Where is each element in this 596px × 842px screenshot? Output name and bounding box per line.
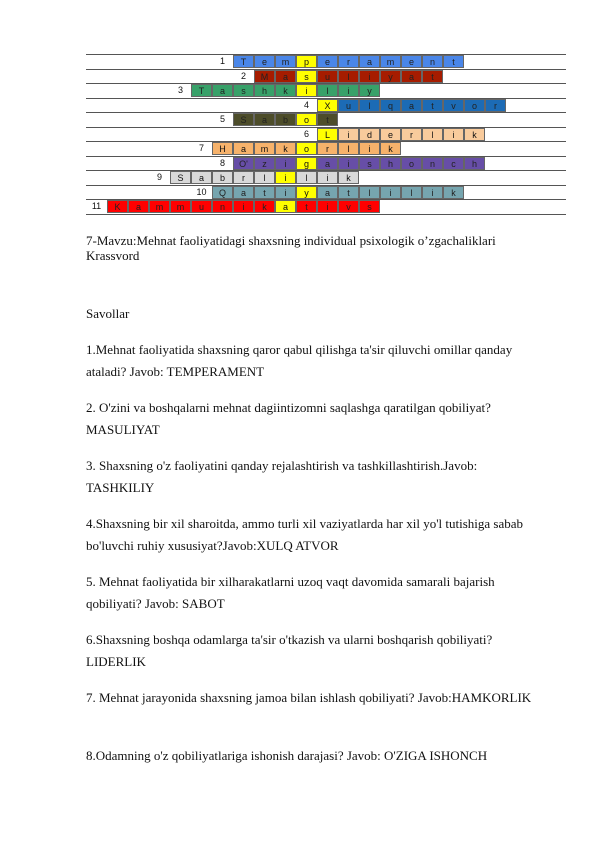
crossword-cell: k — [380, 142, 401, 155]
crossword-cell: e — [254, 55, 275, 68]
crossword-cell: z — [254, 157, 275, 170]
crossword-cell: s — [233, 84, 254, 97]
crossword-cell: k — [443, 186, 464, 199]
crossword-cell: o — [464, 99, 485, 112]
clue-number: 9 — [156, 172, 162, 182]
crossword-cell: d — [359, 128, 380, 141]
crossword-cell: i — [317, 200, 338, 213]
crossword-cell: a — [275, 70, 296, 83]
crossword-cell: s — [359, 200, 380, 213]
crossword-cell: v — [443, 99, 464, 112]
clue-number: 1 — [219, 56, 225, 66]
crossword-cell: l — [359, 186, 380, 199]
crossword-cell: b — [275, 113, 296, 126]
crossword-cell: k — [254, 200, 275, 213]
clue-number: 2 — [240, 70, 246, 81]
clue-number: 8 — [219, 157, 225, 168]
crossword-cell: a — [254, 113, 275, 126]
clue-number: 11 — [91, 201, 102, 211]
crossword-cell: a — [317, 157, 338, 170]
crossword-cell: T — [233, 55, 254, 68]
crossword-cell: t — [338, 186, 359, 199]
crossword-cell: l — [317, 84, 338, 97]
crossword-cell: t — [422, 99, 443, 112]
crossword-cell: i — [275, 171, 296, 184]
crossword-cell: s — [296, 70, 317, 83]
question-2: 2. O'zini va boshqalarni mehnat dagiintizomni saqlashga qaratilgan qobiliyat? MASULIYAT — [86, 400, 491, 437]
crossword-row — [86, 55, 566, 69]
crossword-cell: t — [254, 186, 275, 199]
clue-number: 4 — [303, 99, 309, 110]
crossword-row — [86, 171, 566, 185]
crossword-cell: y — [380, 70, 401, 83]
row-divider — [86, 214, 566, 215]
crossword-cell: t — [296, 200, 317, 213]
crossword-cell: r — [338, 55, 359, 68]
crossword-cell: l — [359, 99, 380, 112]
crossword-cell: i — [443, 128, 464, 141]
crossword-cell: t — [422, 70, 443, 83]
crossword-cell: e — [401, 55, 422, 68]
crossword-cell: i — [317, 171, 338, 184]
clue-number: 10 — [196, 186, 207, 197]
clue-number: 3 — [177, 85, 183, 95]
crossword-cell: m — [170, 200, 191, 213]
crossword-row — [86, 99, 566, 113]
crossword-cell: e — [380, 128, 401, 141]
question-5: 5. Mehnat faoliyatida bir xilharakatlarni uzoq vaqt davomida samarali bajarish qobiliyati? Javob: SABOT — [86, 574, 495, 611]
clue-number: 5 — [219, 114, 225, 124]
crossword-cell: T — [191, 84, 212, 97]
crossword-cell: h — [464, 157, 485, 170]
crossword-cell: a — [233, 186, 254, 199]
crossword-cell: l — [296, 171, 317, 184]
crossword-cell: S — [233, 113, 254, 126]
crossword-cell: t — [317, 113, 338, 126]
crossword-cell: L — [317, 128, 338, 141]
crossword-cell: k — [275, 142, 296, 155]
crossword-cell: i — [233, 200, 254, 213]
question-3: 3. Shaxsning o'z faoliyatini qanday rejalashtirish va tashkillashtirish.Javob: TASHKILIY — [86, 458, 478, 495]
crossword-cell: r — [233, 171, 254, 184]
question-6: 6.Shaxsning boshqa odamlarga ta'sir o'tkazish va ularni boshqarish qobiliyati? LIDERLIK — [86, 632, 493, 669]
crossword-cell: u — [338, 99, 359, 112]
crossword-cell: e — [317, 55, 338, 68]
crossword-row — [86, 186, 566, 200]
crossword-cell: i — [422, 186, 443, 199]
crossword-cell: l — [401, 186, 422, 199]
crossword-cell: n — [422, 157, 443, 170]
question-8: 8.Odamning o'z qobiliyatlariga ishonish darajasi? Javob: O'ZIGA ISHONCH — [86, 748, 488, 763]
question-7: 7. Mehnat jarayonida shaxsning jamoa bilan ishlash qobiliyati? Javob:HAMKORLIK — [86, 690, 532, 705]
crossword-cell: b — [212, 171, 233, 184]
crossword-cell: a — [233, 142, 254, 155]
crossword-cell: S — [170, 171, 191, 184]
crossword-cell: t — [443, 55, 464, 68]
crossword-cell: K — [107, 200, 128, 213]
crossword-cell: a — [317, 186, 338, 199]
crossword-cell: i — [338, 128, 359, 141]
crossword-cell: g — [296, 157, 317, 170]
crossword-cell: a — [212, 84, 233, 97]
crossword-cell: o — [296, 113, 317, 126]
crossword-cell: m — [275, 55, 296, 68]
crossword-cell: l — [338, 142, 359, 155]
crossword-cell: m — [380, 55, 401, 68]
crossword-cell: a — [128, 200, 149, 213]
crossword-cell: X — [317, 99, 338, 112]
crossword-cell: o — [401, 157, 422, 170]
question-1: 1.Mehnat faoliyatida shaxsning qaror qabul qilishga ta'sir qiluvchi omillar qanday ataladi? Javob: TEMPERAMENT — [86, 342, 513, 379]
crossword-cell: c — [443, 157, 464, 170]
crossword-cell: h — [254, 84, 275, 97]
crossword-cell: r — [317, 142, 338, 155]
crossword-cell: h — [380, 157, 401, 170]
crossword-cell: H — [212, 142, 233, 155]
crossword-cell: o — [296, 142, 317, 155]
crossword-cell: p — [296, 55, 317, 68]
crossword-cell: i — [275, 157, 296, 170]
crossword-cell: r — [401, 128, 422, 141]
crossword-cell: k — [275, 84, 296, 97]
crossword-cell: y — [359, 84, 380, 97]
crossword-row — [86, 128, 566, 142]
crossword-cell: m — [254, 142, 275, 155]
section-heading: Savollar — [86, 306, 130, 321]
crossword-cell: u — [191, 200, 212, 213]
crossword-cell: i — [359, 70, 380, 83]
crossword-cell: u — [317, 70, 338, 83]
crossword-heading: Krassvord — [86, 248, 140, 263]
crossword-cell: v — [338, 200, 359, 213]
crossword-cell: a — [275, 200, 296, 213]
crossword-cell: a — [359, 55, 380, 68]
crossword-cell: q — [380, 99, 401, 112]
crossword-cell: i — [359, 142, 380, 155]
page-title: 7-Mavzu:Mehnat faoliyatidagi shaxsning individual psixologik o’zgachaliklari — [86, 233, 496, 248]
crossword-cell: i — [338, 84, 359, 97]
crossword-cell: l — [338, 70, 359, 83]
crossword-cell: O' — [233, 157, 254, 170]
crossword-cell: m — [149, 200, 170, 213]
crossword-row — [86, 84, 566, 98]
crossword-cell: l — [254, 171, 275, 184]
crossword-cell: i — [296, 84, 317, 97]
crossword-cell: Q — [212, 186, 233, 199]
crossword-cell: a — [191, 171, 212, 184]
crossword-cell: i — [380, 186, 401, 199]
crossword-cell: k — [338, 171, 359, 184]
crossword-cell: M — [254, 70, 275, 83]
crossword-cell: a — [401, 70, 422, 83]
question-4: 4.Shaxsning bir xil sharoitda, ammo turli xil vaziyatlarda har xil yo'l tutishiga sabab bo'luvchi ruhiy xususiyat?Javob:XULQ ATVOR — [86, 516, 524, 553]
crossword-row — [86, 70, 566, 84]
crossword-cell: n — [212, 200, 233, 213]
clue-number: 6 — [303, 128, 309, 139]
crossword-cell: y — [296, 186, 317, 199]
crossword-cell: s — [359, 157, 380, 170]
crossword-cell: i — [338, 157, 359, 170]
crossword-cell: n — [422, 55, 443, 68]
crossword-cell: a — [401, 99, 422, 112]
crossword-cell: i — [275, 186, 296, 199]
crossword-row — [86, 113, 566, 127]
crossword-cell: k — [464, 128, 485, 141]
crossword-row — [86, 200, 566, 214]
crossword-row — [86, 142, 566, 156]
crossword-cell: l — [422, 128, 443, 141]
clue-number: 7 — [198, 143, 204, 153]
crossword-cell: r — [485, 99, 506, 112]
crossword-row — [86, 157, 566, 171]
